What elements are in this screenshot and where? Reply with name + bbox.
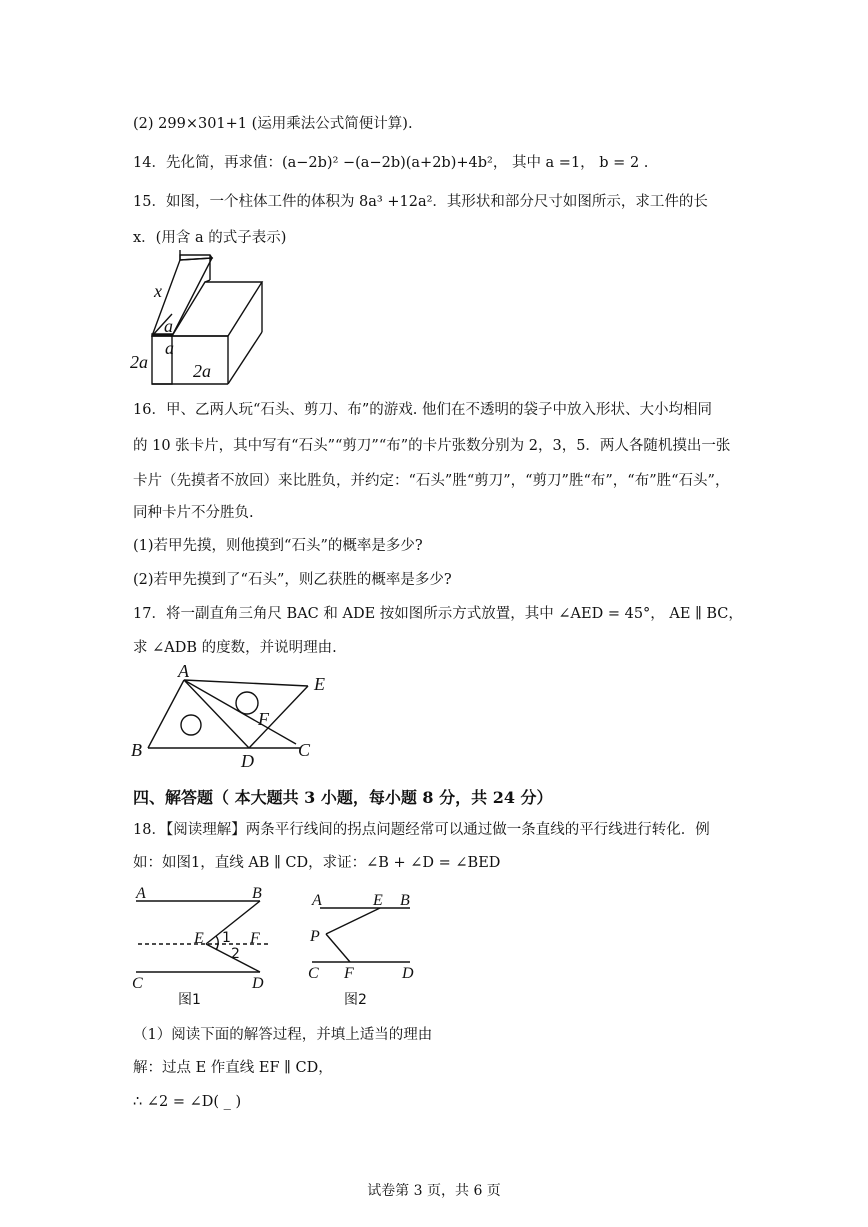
fig18a-label-1: 1 — [222, 930, 231, 946]
fig17-label-E: E — [314, 674, 325, 694]
q14: 14．先化简，再求值：(a−2b)² −(a−2b)(a+2b)+4b²， 其中 a =1， b = 2 . — [133, 155, 649, 171]
q18-solution: 解：过点 E 作直线 EF ∥ CD， — [133, 1060, 333, 1076]
section-4-title: 四、解答题（ 本大题共 3 小题，每小题 8 分，共 24 分） — [133, 788, 553, 807]
fig18b-label-A: A — [312, 892, 322, 909]
q16-line3: 卡片（先摸者不放回）来比胜负，并约定：“石头”胜“剪刀”，“剪刀”胜“布”，“布”胜“石头”， — [133, 473, 730, 489]
fig18b-label-C: C — [308, 965, 319, 982]
figure-18-1 — [128, 882, 278, 1012]
fig18b-label-D: D — [402, 965, 414, 982]
fig18a-label-B: B — [252, 885, 262, 902]
figure-18-2 — [300, 882, 430, 1012]
q16-part1: (1)若甲先摸，则他摸到“石头”的概率是多少? — [133, 538, 423, 554]
fig18a-label-D: D — [252, 975, 264, 992]
fig18b-label-E: E — [373, 892, 383, 909]
fig15-label-w: 2a — [193, 361, 211, 381]
fig18b-caption: 图2 — [344, 992, 367, 1008]
fig18b-label-F: F — [344, 965, 354, 982]
q15-line2: x．(用含 a 的式子表示) — [133, 230, 287, 246]
fig17-label-B: B — [131, 740, 142, 760]
fig17-label-A: A — [178, 661, 189, 681]
fig15-label-a2: a — [165, 338, 174, 358]
page-footer: 试卷第 3 页，共 6 页 — [367, 1183, 501, 1199]
fig18a-label-2: 2 — [231, 946, 240, 962]
fig18a-label-C: C — [132, 975, 143, 992]
figure-15 — [120, 250, 280, 390]
q16-line2: 的 10 张卡片，其中写有“石头”“剪刀”“布”的卡片张数分别为 2，3，5．两人各随机摸出一张 — [133, 438, 731, 454]
q18-part1: （1）阅读下面的解答过程，并填上适当的理由 — [133, 1027, 433, 1043]
q17-line1: 17．将一副直角三角尺 BAC 和 ADE 按如图所示方式放置，其中 ∠AED = 45°， AE ∥ BC， — [133, 606, 743, 622]
fig18b-label-B: B — [400, 892, 410, 909]
q15-line1: 15．如图，一个柱体工件的体积为 8a³ +12a²．其形状和部分尺寸如图所示，求工件的长 — [133, 194, 708, 210]
q13-part2: (2) 299×301+1 (运用乘法公式简便计算). — [133, 116, 413, 132]
fig18a-label-A: A — [136, 885, 146, 902]
fig15-label-h: 2a — [130, 352, 148, 372]
fig15-label-a1: a — [164, 316, 173, 336]
fig18b-label-P: P — [310, 928, 320, 945]
fig18a-caption: 图1 — [178, 992, 201, 1008]
fig17-label-C: C — [298, 740, 311, 760]
fig18a-label-E: E — [194, 930, 204, 947]
q16-part2: (2)若甲先摸到了“石头”，则乙获胜的概率是多少? — [133, 572, 452, 588]
fig15-label-x: x — [154, 281, 162, 301]
q16-line1: 16．甲、乙两人玩“石头、剪刀、布”的游戏. 他们在不透明的袋子中放入形状、大小均相同 — [133, 402, 712, 418]
q18-line1: 18．【阅读理解】两条平行线间的拐点问题经常可以通过做一条直线的平行线进行转化．例 — [133, 822, 710, 838]
fig17-label-D: D — [241, 751, 254, 771]
q16-line4: 同种卡片不分胜负. — [133, 505, 254, 521]
q17-line2: 求 ∠ADB 的度数，并说明理由. — [133, 640, 337, 656]
q18-step: ∴ ∠2 = ∠D( _ ) — [133, 1094, 242, 1110]
figure-17 — [128, 661, 338, 773]
q18-line2: 如：如图1，直线 AB ∥ CD，求证：∠B + ∠D = ∠BED — [133, 855, 501, 871]
fig17-label-F: F — [258, 709, 269, 729]
fig18a-label-F: F — [250, 930, 260, 947]
